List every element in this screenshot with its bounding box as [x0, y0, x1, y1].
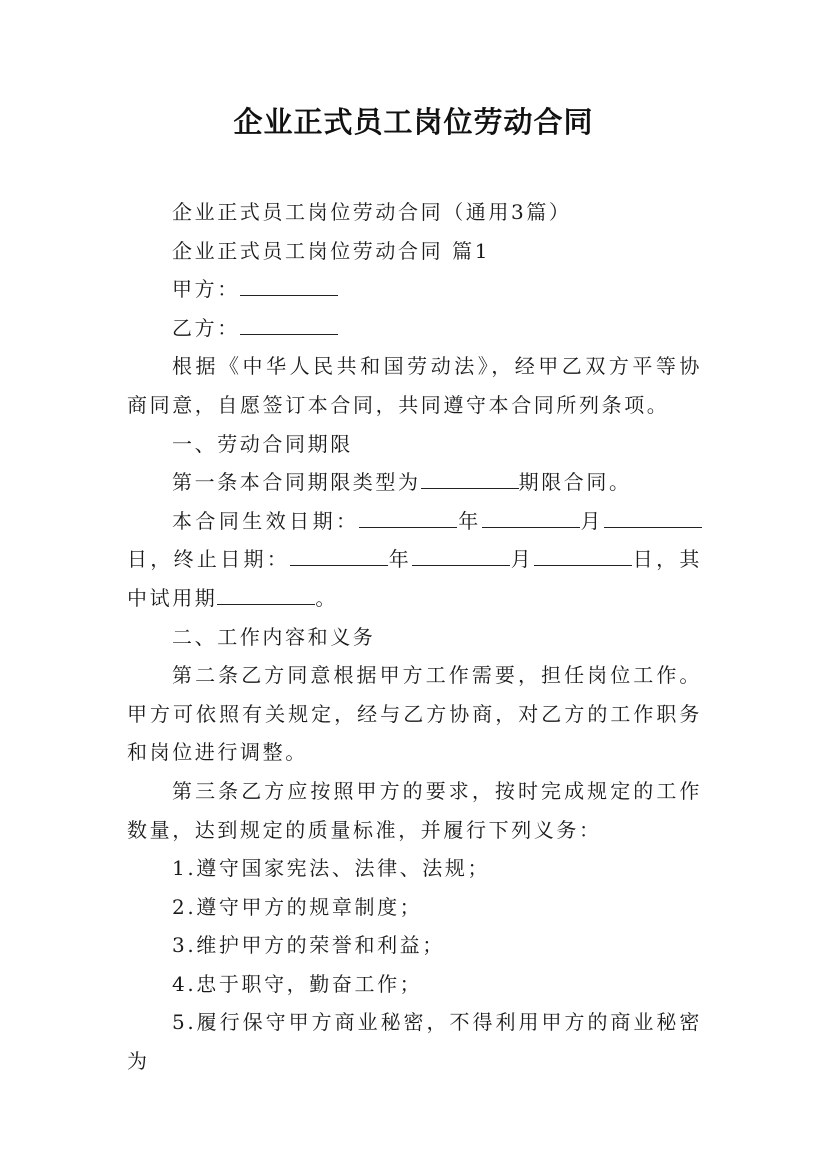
article-1-suffix: 期限合同。 — [518, 470, 632, 495]
end-month-blank — [412, 543, 510, 566]
party-b-blank — [240, 312, 338, 335]
effective-date-label: 本合同生效日期： — [172, 508, 360, 533]
article-1 — [127, 463, 702, 502]
party-b-label: 乙方： — [172, 315, 240, 340]
month-label: 月 — [510, 547, 535, 572]
year-label: 年 — [457, 508, 482, 533]
month-label: 月 — [579, 508, 604, 533]
start-day-blank — [604, 505, 702, 528]
document-body — [127, 193, 702, 1081]
effective-date-paragraph — [127, 502, 702, 618]
year-label: 年 — [388, 547, 413, 572]
contract-type-blank — [421, 466, 519, 489]
party-a-line — [127, 270, 702, 309]
document-title: 企业正式员工岗位劳动合同 — [233, 105, 594, 139]
party-a-blank — [240, 273, 338, 296]
duty-item-1: 1.遵守国家宪法、法律、法规； — [172, 856, 491, 881]
duty-item-5: 5.履行保守甲方商业秘密，不得利用甲方的商业秘密为 — [127, 1010, 702, 1074]
section-heading: 企业正式员工岗位劳动合同 篇1 — [172, 238, 491, 263]
period-mark: 。 — [315, 585, 339, 610]
article-1-text: 第一条本合同期限类型为 — [172, 470, 421, 495]
party-b-line — [127, 309, 702, 348]
subtitle-line: 企业正式员工岗位劳动合同（通用3篇） — [172, 200, 572, 224]
party-a-label: 甲方： — [172, 277, 240, 302]
duty-item-2: 2.遵守甲方的规章制度； — [172, 894, 423, 919]
article-2: 第二条乙方同意根据甲方工作需要，担任岗位工作。甲方可依照有关规定，经与乙方协商，对乙方的工作职务和岗位进行调整。 — [127, 663, 702, 765]
chapter-heading-1: 一、劳动合同期限 — [172, 431, 353, 456]
start-year-blank — [359, 505, 457, 528]
end-date-label: 日，终止日期： — [127, 547, 291, 572]
probation-blank — [217, 582, 315, 605]
article-3: 第三条乙方应按照甲方的要求，按时完成规定的工作数量，达到规定的质量标准，并履行下列义务： — [127, 778, 702, 842]
end-year-blank — [290, 543, 388, 566]
probation-label: 日，其中试用期 — [127, 547, 702, 610]
duty-item-3: 3.维护甲方的荣誉和利益； — [172, 933, 445, 958]
end-day-blank — [534, 543, 632, 566]
preamble-paragraph: 根据《中华人民共和国劳动法》，经甲乙双方平等协商同意，自愿签订本合同，共同遵守本合同所列条项。 — [127, 354, 702, 417]
duty-item-4: 4.忠于职守，勤奋工作； — [172, 971, 423, 996]
start-month-blank — [482, 505, 580, 528]
chapter-heading-2: 二、工作内容和义务 — [172, 624, 376, 649]
